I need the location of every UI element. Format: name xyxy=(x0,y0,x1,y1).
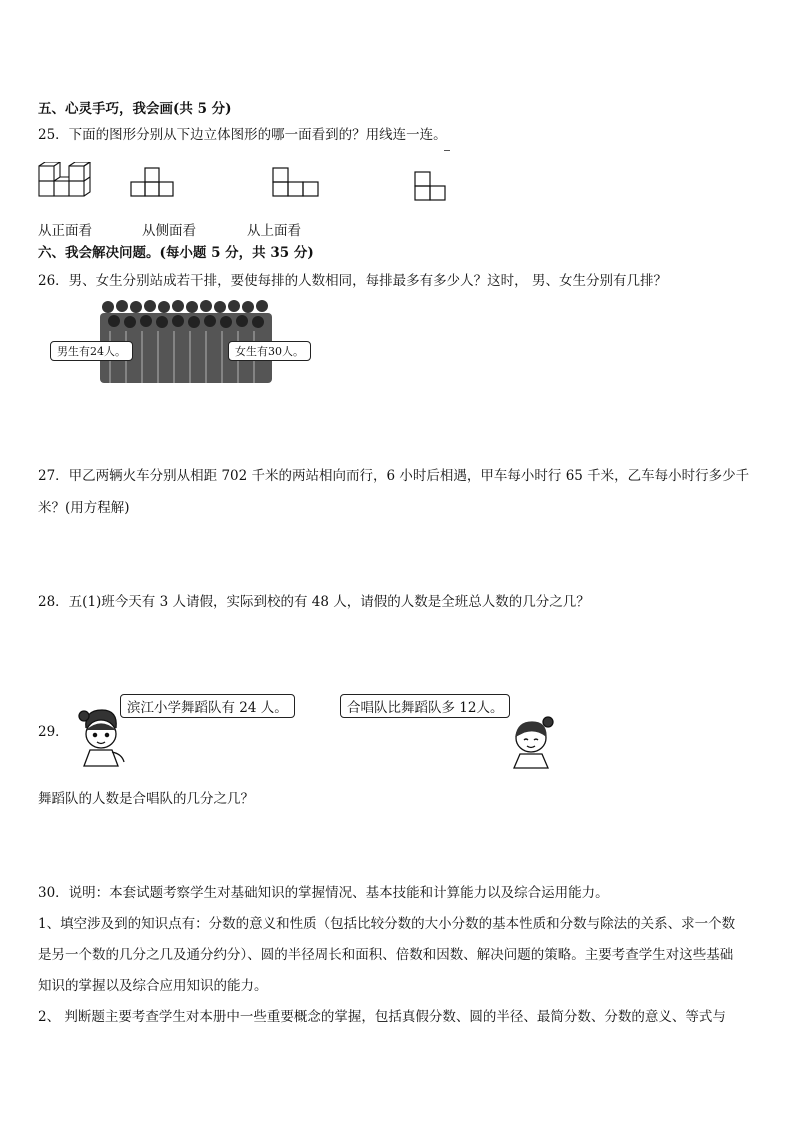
label-side-view: 从侧面看 xyxy=(142,223,196,239)
girl-right-illustration xyxy=(506,714,560,770)
question-29-number: 29． xyxy=(38,724,69,740)
scan-mark xyxy=(444,150,450,151)
question-30-intro: 30．说明：本套试题考察学生对基础知识的掌握情况、基本技能和计算能力以及综合运用能力。 xyxy=(38,885,609,901)
view-shape-1 xyxy=(130,163,176,199)
q30-paragraph-1-line-1: 1、填空涉及到的知识点有：分数的意义和性质（包括比较分数的大小分数的基本性质和分数与除法的关系、求一个数 xyxy=(38,916,736,932)
q30-paragraph-2-line-1: 2、 判断题主要考查学生对本册中一些重要概念的掌握，包括真假分数、圆的半径、最简分数、分数的意义、等式与 xyxy=(38,1009,726,1025)
boys-count-bubble: 男生有24人。 xyxy=(50,341,133,361)
solid-figure-3d xyxy=(38,162,102,200)
girls-count-bubble: 女生有30人。 xyxy=(228,341,311,361)
question-27-line-1: 27．甲乙两辆火车分别从相距 702 千米的两站相向而行，6 小时后相遇，甲车每小时行 65 千米，乙车每小时行多少千 xyxy=(38,468,750,484)
label-top-view: 从上面看 xyxy=(247,223,301,239)
section-6-heading: 六、我会解决问题。(每小题 5 分，共 35 分) xyxy=(38,245,314,261)
bubble-choir: 合唱队比舞蹈队多 12人。 xyxy=(340,694,510,718)
question-27-line-2: 米？(用方程解) xyxy=(38,500,130,516)
view-shape-2 xyxy=(272,163,320,199)
q30-paragraph-1-line-3: 知识的掌握以及综合应用知识的能力。 xyxy=(38,978,268,994)
girl-left-illustration xyxy=(72,706,128,768)
view-shape-3 xyxy=(414,163,448,205)
bubble-dance-team: 滨江小学舞蹈队有 24 人。 xyxy=(120,694,295,718)
section-5-heading: 五、心灵手巧，我会画(共 5 分) xyxy=(38,101,232,117)
question-26-text: 26．男、女生分别站成若干排，要使每排的人数相同，每排最多有多少人？这时， 男、女生分别有几排？ xyxy=(38,273,667,289)
label-front-view: 从正面看 xyxy=(38,223,92,239)
question-29-text: 舞蹈队的人数是合唱队的几分之几？ xyxy=(38,791,254,807)
q30-paragraph-1-line-2: 是另一个数的几分之几及通分约分）、圆的半径周长和面积、倍数和因数、解决问题的策略。主要考查学生对这些基础 xyxy=(38,947,734,963)
question-28-text: 28．五(1)班今天有 3 人请假，实际到校的有 48 人，请假的人数是全班总人数的几分之几？ xyxy=(38,594,590,610)
question-25-text: 25．下面的图形分别从下边立体图形的哪一面看到的？用线连一连。 xyxy=(38,127,447,143)
